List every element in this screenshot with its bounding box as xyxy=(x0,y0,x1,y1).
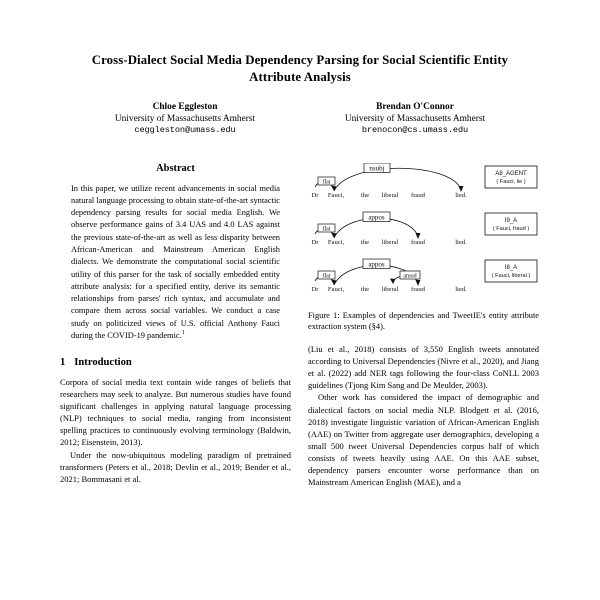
token: liberal xyxy=(381,238,399,246)
arrowhead-amod xyxy=(390,278,396,284)
arc-label-amod: amod xyxy=(403,272,417,279)
token: Fauci, xyxy=(327,285,345,293)
token: Fauci, xyxy=(327,238,345,246)
author-email[interactable]: brenocon@cs.umass.edu xyxy=(361,125,469,136)
extraction-args: ( Fauci, liberal ) xyxy=(491,272,531,279)
arc-label-appos: appos xyxy=(368,260,385,269)
left-column xyxy=(60,163,291,488)
author-affiliation: University of Massachusetts Amherst xyxy=(344,113,486,124)
parse-row-3 xyxy=(312,259,537,293)
figure-1 xyxy=(308,163,539,334)
token: the xyxy=(360,285,370,293)
token: Dr xyxy=(311,285,319,293)
arc-label-appos: appos xyxy=(368,213,385,222)
token: fraud xyxy=(411,238,425,246)
token: fraud xyxy=(411,191,425,199)
token: liberal xyxy=(381,285,399,293)
figure-caption-text: Examples of dependencies and TweetIE's entity attribute extraction system (§4). xyxy=(308,310,539,332)
intro-paragraph-1: Corpora of social media text contain wide ranges of beliefs that researchers may seek to analyze. But numerous studies have found significant challenges in applying natural language processing (NLP) techniques to social media, ranging from inconsistent spelling practices to continuously evolving terminology (Baldwin, 2012; Eisenstein, 2013). xyxy=(60,377,291,448)
extraction-relation: I9_A xyxy=(504,217,518,224)
author-entry xyxy=(317,101,513,137)
author-name: Brendan O'Connor xyxy=(376,101,454,112)
token: the xyxy=(360,191,370,199)
abstract-body xyxy=(60,183,291,342)
extraction-args: ( Fauci, fraud ) xyxy=(492,225,530,232)
intro-paragraph-2: Under the now-ubiquitous modeling paradigm of pretrained transformers (Peters et al., 2018; Devlin et al., 2019; Bender et al., 2021; Bommasani et al. xyxy=(60,449,291,484)
token: Dr xyxy=(311,238,319,246)
section-heading-introduction xyxy=(60,357,291,368)
abstract-heading: Abstract xyxy=(156,162,195,174)
author-block xyxy=(60,101,540,137)
author-entry xyxy=(87,101,283,137)
author-name: Chloe Eggleston xyxy=(152,101,218,112)
extraction-args: ( Fauci, lie ) xyxy=(496,178,526,185)
parse-row-1 xyxy=(312,163,537,199)
token: liberal xyxy=(381,191,399,199)
page-title: Cross-Dialect Social Media Dependency Parsing for Social Scientific Entity Attribute Analysis xyxy=(91,53,509,85)
dependency-parse-diagram xyxy=(308,163,539,303)
token: the xyxy=(360,238,370,246)
arc-label-flat: flat xyxy=(322,225,331,232)
extraction-relation: I8_A xyxy=(504,264,518,271)
arc-label-flat: flat xyxy=(322,272,331,279)
right-paragraph-2: Other work has considered the impact of demographic and dialectical factors on social media NLP. Blodgett et al. (2016, 2018) investigate linguistic variation of African-American English (AAE) on Twitter from aggregate user demographics, developing a small 500 tweet Universal Dependencies corpus half of which consists of tweets heavily using AAE. On this AAE subset, dependency parsers encounter worse performance than on Mainstream American English (MAE), and a xyxy=(308,392,539,487)
footnote-marker: 1 xyxy=(181,330,185,337)
extraction-relation: A8_AGENT xyxy=(495,170,527,177)
token: lied. xyxy=(455,285,467,293)
arc-label-flat: flat xyxy=(322,178,331,185)
token: Fauci, xyxy=(327,191,345,199)
section-title: Introduction xyxy=(74,357,132,369)
abstract-text: In this paper, we utilize recent advancements in social media natural language processing to obtain state-of-the-art syntactic dependency parsing results for social media English. We observe performance gains of 3.4 UAS and 4.0 LAS against the previous state-of-the-art as well as less disparity between African-American and Mainstream American English dialects. We demonstrate the computational social scientific utility of this parser for the task of socially embedded entity attribute analysis: for a specified entity, derive its semantic relationships from parses' rich syntax, and accumulate and compare them across social variables. We conduct a case study on politicized views of U.S. official Anthony Fauci during the COVID-19 pandemic. xyxy=(71,183,280,340)
parse-row-2 xyxy=(312,212,537,246)
author-affiliation: University of Massachusetts Amherst xyxy=(114,113,256,124)
token: fraud xyxy=(411,285,425,293)
arc-nsubj xyxy=(334,168,461,191)
abstract-paragraph xyxy=(71,183,280,342)
right-paragraph-1: (Liu et al., 2018) consists of 3,550 English tweets annotated according to Universal Dependencies (Nivre et al., 2020), and Jiang et al. (2022) add NER tags following the four-class CoNLL 2003 guidelines (Tjong Kim Sang and De Meulder, 2003). xyxy=(308,344,539,391)
author-email[interactable]: ceggleston@umass.edu xyxy=(134,125,236,136)
figure-label: Figure 1: xyxy=(308,310,340,320)
figure-caption xyxy=(308,310,539,334)
token: Dr xyxy=(311,191,319,199)
token: lied. xyxy=(455,191,467,199)
right-column xyxy=(308,163,539,488)
two-column-body xyxy=(60,163,540,488)
section-number: 1 xyxy=(60,357,66,369)
token: lied. xyxy=(455,238,467,246)
arc-label-nsubj: nsubj xyxy=(369,164,385,173)
